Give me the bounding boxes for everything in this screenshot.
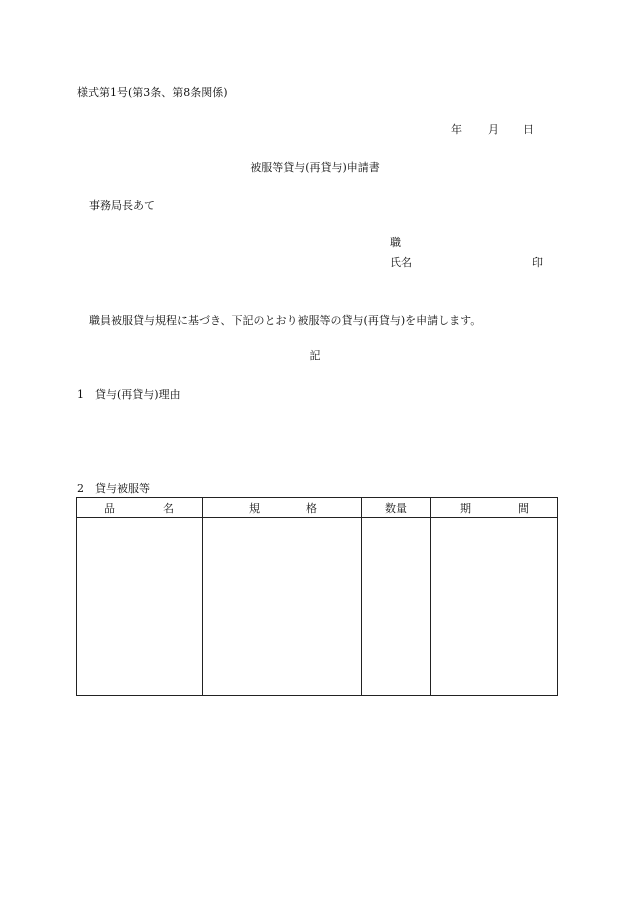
section-reason-heading [77,389,181,400]
form-number: 様式第1号(第3条、第8条関係) [77,86,228,99]
date-month-label: 月 [488,123,499,136]
document-title: 被服等貸与(再貸与)申請書 [250,161,380,174]
date-year-label: 年 [451,123,462,136]
section-label: 貸与(再貸与)理由 [95,388,181,401]
position-label: 職 [390,236,401,249]
table-header-row [77,498,558,518]
ki-heading: 記 [309,349,321,362]
column-header-item-name: 品 名 [77,498,203,518]
seal-label: 印 [532,256,543,269]
table-row [77,518,558,696]
period-cell[interactable] [431,518,558,696]
column-header-quantity: 数量 [362,498,431,518]
section-label: 貸与被服等 [95,482,150,495]
date-line [451,124,534,135]
item-name-cell[interactable] [77,518,203,696]
section-number: 2 [77,482,84,495]
application-statement: 職員被服貸与規程に基づき、下記のとおり被服等の貸与(再貸与)を申請します。 [89,314,482,327]
section-items-heading [77,483,150,494]
section-number: 1 [77,388,84,401]
specification-cell[interactable] [203,518,362,696]
date-day-label: 日 [523,123,534,136]
items-table [76,497,558,696]
name-label: 氏名 [390,256,412,269]
addressee: 事務局長あて [89,199,155,212]
quantity-cell[interactable] [362,518,431,696]
column-header-period: 期 間 [431,498,558,518]
column-header-specification: 規 格 [203,498,362,518]
